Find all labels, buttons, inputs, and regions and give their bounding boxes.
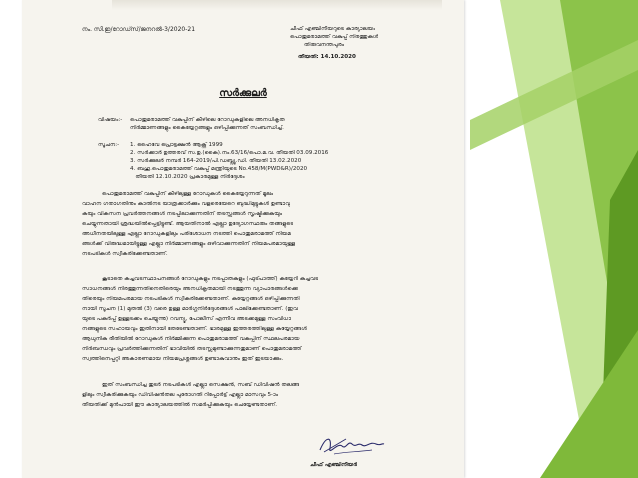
subject-label: വിഷയം:- <box>98 117 123 123</box>
paragraph-line: ളിലും സ്വീകരിക്കുകയും ഡിവിഷൻതല പുരോഗതി റിപ്പോർട്ട് എല്ലാ മാസവും 5-ാം <box>82 392 279 398</box>
paragraph-line: നായി സൂചന (1) മുതൽ (3) വരെ ഉള്ള മാർഗ്ഗനിർദ്ദേശങ്ങൾ പാലിക്കേണ്ടതാണ്. (ഇവ <box>82 306 298 312</box>
reference-item-1: 1. ഹൈവേ പ്രൊട്ടക്ഷൻ ആക്റ്റ് 1999 <box>130 142 223 148</box>
paragraph-line: നങ്ങളുടെ സഹായവും ഇതിനായി തേടേണ്ടതാണ്. ഭാരമുള്ള ഇത്തരത്തിലുള്ള കയ്യേറ്റങ്ങൾ <box>82 326 307 332</box>
office-line-3: തിരുവനന്തപുരം <box>304 42 345 48</box>
paragraph-line: ങ്ങൾക്ക് വിരുദ്ധമായിട്ടുള്ള എല്ലാ നിർമ്മാണങ്ങളും ഒഴിവാക്കുന്നതിന് നിയമപരമായുള്ള <box>82 241 296 247</box>
circular-date: തീയതി: 14.10.2020 <box>298 54 356 60</box>
paragraph-line: ഇത് സംബന്ധിച്ച തുടർ നടപടികൾ എല്ലാ സെക്ഷൻ, സബ് ഡിവിഷൻ തലങ്ങ <box>102 382 300 388</box>
paragraph-line: അധീനതയിലുള്ള എല്ലാ റോഡുകളിലും പരിശോധന നടത്തി പൊതുമരാമത്ത് നിയമ <box>82 231 291 237</box>
reference-item-2: 2. സർക്കാർ ഉത്തരവ് സ.ഉ.(കൈ).നം.63/16/പൊ.മ.വ. തീയതി 03.09.2016 <box>130 150 329 156</box>
scan-shadow <box>112 0 442 10</box>
office-line-2: പൊതുമരാമത്ത് വകുപ്പ് നിരത്തുകൾ <box>290 34 379 40</box>
page-title: സർക്കുലർ <box>219 88 267 99</box>
paragraph-line: ആധുനിക രീതിയിൽ റോഡുകൾ നിർമ്മിക്കുന്ന പൊതുമരാമത്ത് വകുപ്പിന് സ്ഥലപരമായ <box>82 336 300 342</box>
subject-line-2: നിർമ്മാണങ്ങളും കൈയ്യേറ്റങ്ങളും ഒഴിപ്പിക്കുന്നത് സംബന്ധിച്ച്. <box>130 125 284 131</box>
paragraph-line: കൂടാതെ കച്ചവടസ്ഥാപനങ്ങൾ റോഡുകളും നടപ്പാതകളും (ഫുട്പാത്ത്) കയ്യേറി കച്ചവട <box>102 276 319 282</box>
office-line-1: ചീഫ് എഞ്ചിനീയറുടെ കാര്യാലയം <box>290 26 376 32</box>
paragraph-line: സ്വത്തിനെപ്പറ്റി അകാരണമായ നിയമപ്രശ്നങ്ങൾ ഉണ്ടാകുവാനും ഇത് ഇടയാക്കും. <box>82 356 284 362</box>
paragraph-line: സാധനങ്ങൾ നിരത്തുന്നതിനെതിരെയും അനധികൃതമായി നടത്തുന്ന വ്യാപാരങ്ങൾക്കെ <box>82 286 299 292</box>
reference-item-4: 4. ബഹു.പൊതുമരാമത്ത് വകുപ്പ് മന്ത്രിയുടെ No.458/M(PWD&R)/2020 <box>130 166 308 172</box>
signature-scribble <box>316 432 386 458</box>
reference-item-5: തീയതി 12.10.2020 പ്രകാരമുള്ള നിർദ്ദേശം <box>130 174 245 180</box>
paragraph-line: പൊതുമരാമത്ത് വകുപ്പിന് കീഴിലുള്ള റോഡുകൾ കൈയ്യേറുന്നത് മൂലം <box>102 191 274 197</box>
paragraph-line: തിരെയും നിയമപരമായ നടപടികൾ സ്വീകരിക്കേണ്ടതാണ്. കയ്യേറ്റങ്ങൾ ഒഴിപ്പിക്കുന്നതി <box>82 296 300 302</box>
reference-item-3: 3. സർക്കുലർ നമ്പർ 164-2019/പി.ഡബ്ല്യു.ഡി. തീയതി 13.02.2020 <box>130 158 302 164</box>
paragraph-line: തീയതിക്ക് മുൻപായി ഈ കാര്യാലയത്തിൽ സമർപ്പിക്കുകയും ചെയ്യേണ്ടതാണ്. <box>82 402 278 408</box>
paragraph-line: കയും വികസന പ്രവർത്തനങ്ങൾ നടപ്പിലാക്കുന്നതിന് തടസ്സങ്ങൾ സൃഷ്ടിക്കുകയും <box>82 211 283 217</box>
paragraph-line: യുടെ പകർപ്പ് ഉള്ളടക്കം ചെയ്യുന്നു) റവന്യൂ, പോലീസ് എന്നീവ അടക്കമുള്ള സംവിധാ <box>82 316 292 322</box>
subject-line-1: പൊതുമരാമത്ത് വകുപ്പിന് കീഴിലെ റോഡുകളിലെ അനധികൃത <box>130 117 285 123</box>
scanned-circular-document <box>22 0 464 478</box>
reference-number: നം. സി.ഇ/റോഡ്സ്/ജനറൽ-3/2020-21 <box>82 26 196 33</box>
reference-label: സൂചന:- <box>98 142 120 148</box>
paragraph-line: വാഹന ഗതാഗതിനും കാൽനട യാത്രക്കാർക്കും വളരെയേറെ ബുദ്ധിമുട്ടുകൾ ഉണ്ടാവു <box>82 201 291 207</box>
paragraph-line: നടപടികൾ സ്വീകരിക്കേണ്ടതാണ്. <box>82 251 168 257</box>
signatory-designation: ചീഫ് എഞ്ചിനീയർ <box>310 462 358 468</box>
paragraph-line: നിർബന്ധവും പ്രവർത്തിക്കുന്നതിന് ഭാവിയിൽ തടസ്സമുണ്ടാക്കുന്നതുമാണ് പൊതുമരാമത്ത് <box>82 346 302 352</box>
paragraph-line: ചെയ്യുന്നതായി ശ്രദ്ധയിൽപ്പെട്ടിട്ടുണ്ട്. ആയതിനാൽ എല്ലാ ഉദ്യോഗസ്ഥരും തങ്ങളുടെ <box>82 221 294 227</box>
